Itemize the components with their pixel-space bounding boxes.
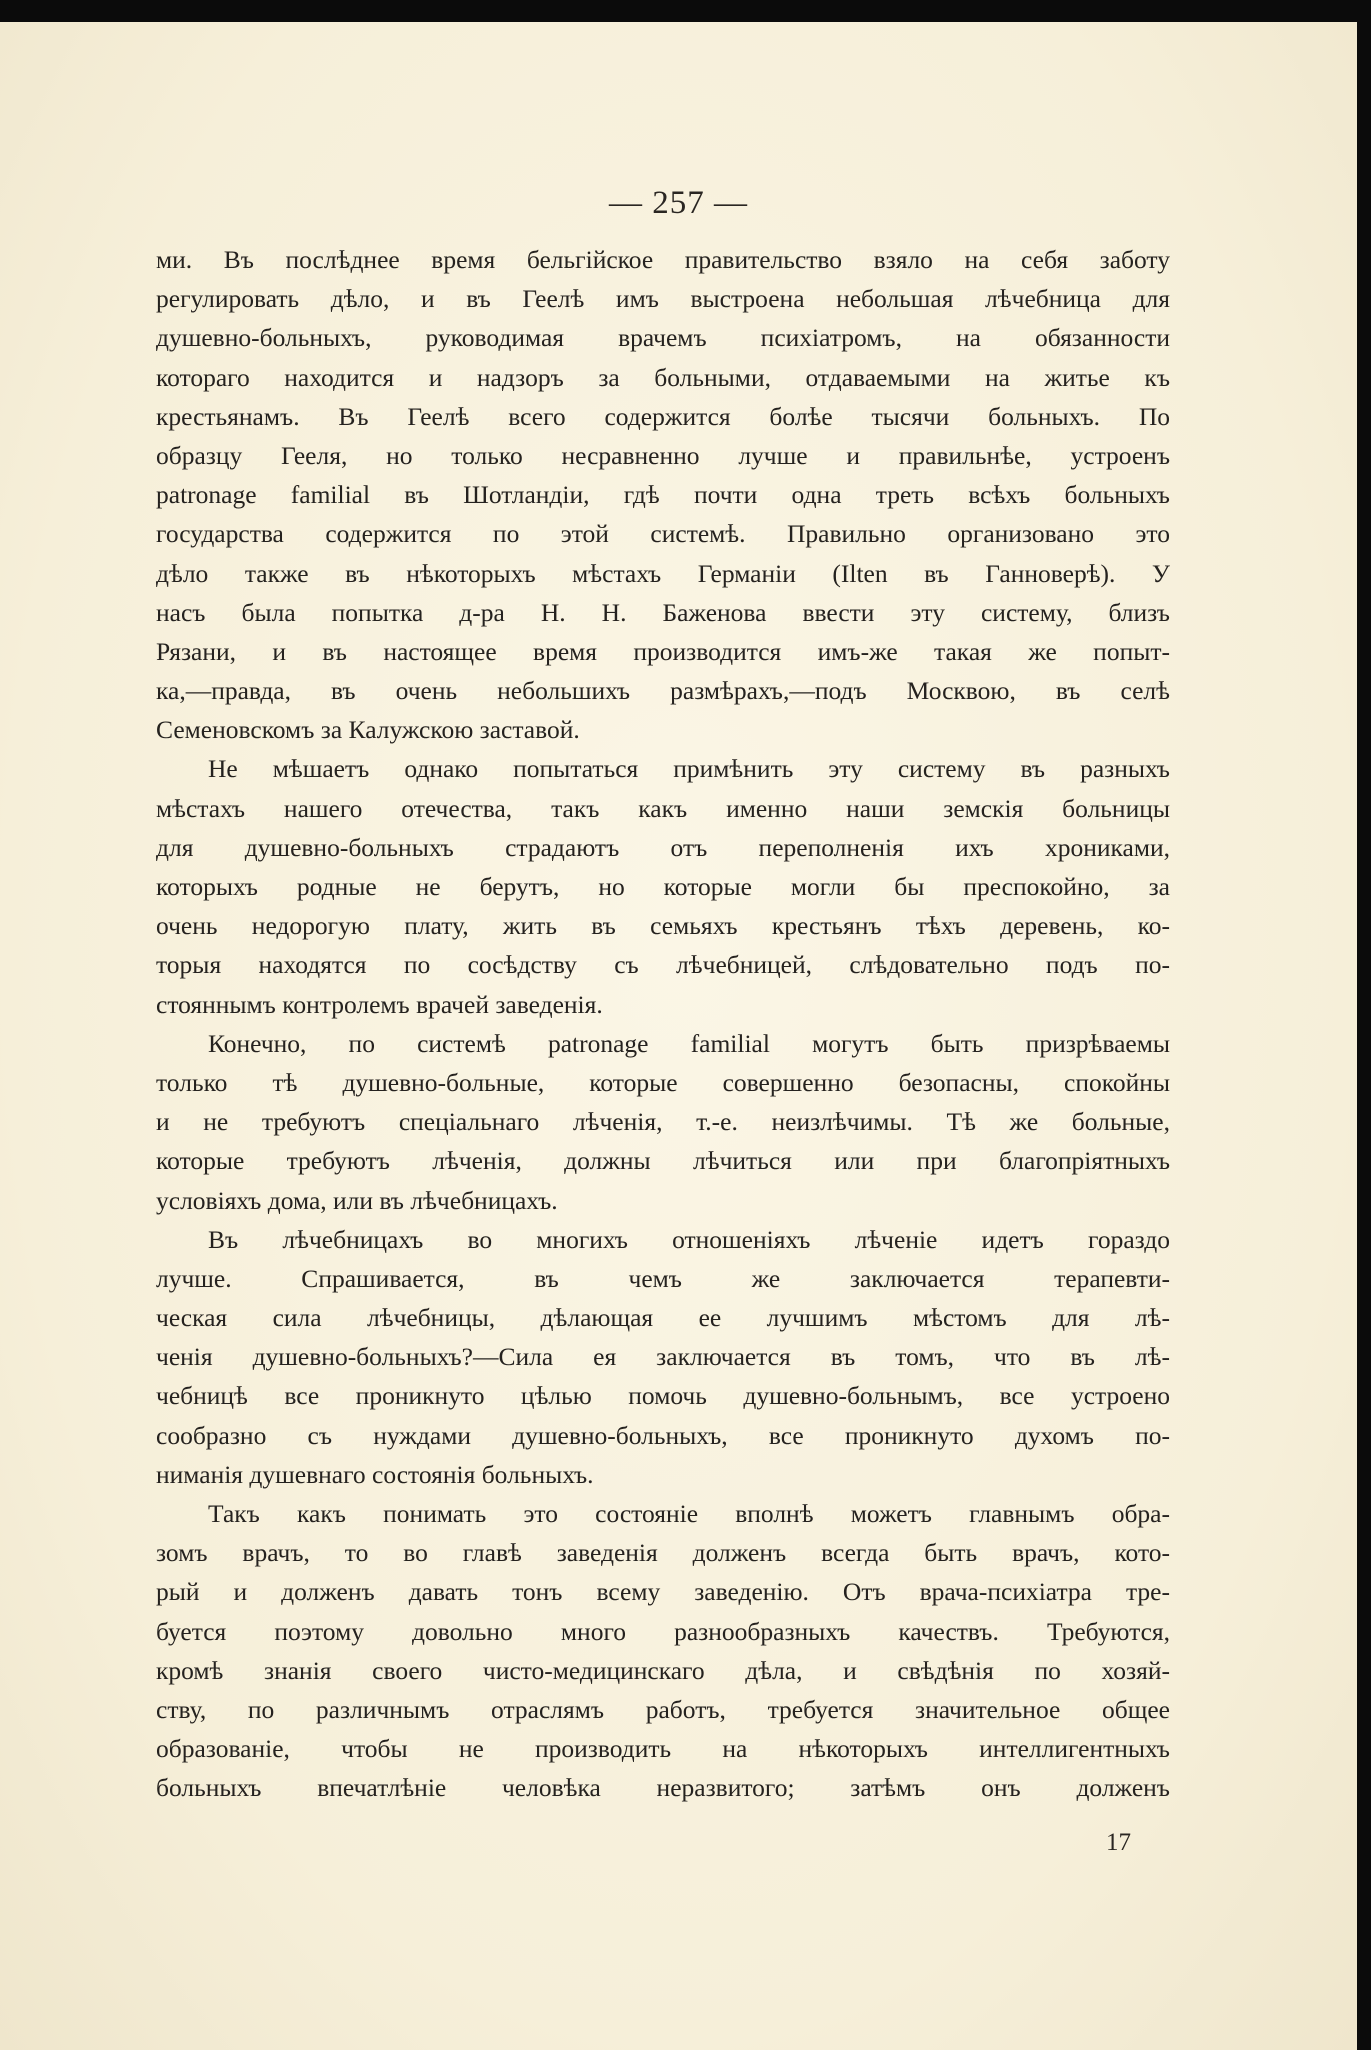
body-text [156, 240, 1170, 1808]
text-line: душевно-больныхъ, руководимая врачемъ психіатромъ, на обязанности [156, 323, 1170, 353]
text-line: государства содержится по этой системѣ. Правильно организовано это [156, 519, 1170, 549]
text-line: ству, по различнымъ отраслямъ работъ, требуется значительное общее [156, 1694, 1170, 1724]
text-line: Въ лѣчебницахъ во многихъ отношеніяхъ лѣченіе идетъ гораздо [208, 1224, 1170, 1254]
text-line: торыя находятся по сосѣдству съ лѣчебницей, слѣдовательно подъ по- [156, 950, 1170, 980]
text-line: больныхъ впечатлѣніе человѣка неразвитого; затѣмъ онъ долженъ [156, 1773, 1170, 1803]
text-line: Рязани, и въ настоящее время производится имъ-же такая же попыт- [156, 636, 1170, 666]
signature-number: 17 [1106, 1829, 1131, 1856]
scan-top-edge [0, 0, 1371, 22]
text-line: Семеновскомъ за Калужскою заставой. [156, 715, 580, 745]
text-line: стояннымъ контролемъ врачей заведенія. [156, 989, 603, 1019]
text-line: условіяхъ дома, или въ лѣчебницахъ. [156, 1185, 558, 1215]
text-line: которые требуютъ лѣченія, должны лѣчиться или при благопріятныхъ [156, 1146, 1170, 1176]
scan-right-edge [1357, 0, 1371, 2050]
text-line: буется поэтому довольно много разнообразныхъ качествъ. Требуются, [156, 1616, 1170, 1646]
text-line: ченія душевно-больныхъ?—Сила ея заключается въ томъ, что въ лѣ- [156, 1342, 1170, 1372]
text-line: дѣло также въ нѣкоторыхъ мѣстахъ Германіи (Ilten въ Ганноверѣ). У [156, 558, 1170, 588]
text-line: кромѣ знанія своего чисто-медицинскаго дѣла, и свѣдѣнія по хозяй- [156, 1655, 1170, 1685]
text-line: для душевно-больныхъ страдаютъ отъ переполненія ихъ хрониками, [156, 832, 1170, 862]
text-line: ка,—правда, въ очень небольшихъ размѣрахъ,—подъ Москвою, въ селѣ [156, 676, 1170, 706]
text-line: мѣстахъ нашего отечества, такъ какъ именно наши земскія больницы [156, 793, 1170, 823]
text-line: лучше. Спрашивается, въ чемъ же заключается терапевти- [156, 1263, 1170, 1293]
text-line: котораго находится и надзоръ за больными, отдаваемыми на житье къ [156, 362, 1170, 392]
text-line: Такъ какъ понимать это состояніе вполнѣ можетъ главнымъ обра- [208, 1499, 1170, 1528]
text-line: Конечно, по системѣ patronage familial могутъ быть призрѣваемы [208, 1028, 1170, 1058]
text-line: и не требуютъ спеціальнаго лѣченія, т.-е. неизлѣчимы. Тѣ же больные, [156, 1107, 1170, 1137]
page-header: — 257 — [609, 185, 748, 221]
text-line: ми. Въ послѣднее время бельгійское правительство взяло на себя заботу [156, 245, 1170, 274]
book-page [0, 22, 1357, 2050]
text-line: только тѣ душевно-больные, которые совершенно безопасны, спокойны [156, 1067, 1170, 1097]
text-line: зомъ врачъ, то во главѣ заведенія долженъ всегда быть врачъ, кото- [156, 1538, 1170, 1568]
text-line: крестьянамъ. Въ Геелѣ всего содержится болѣе тысячи больныхъ. По [156, 401, 1170, 431]
text-line: ческая сила лѣчебницы, дѣлающая ее лучшимъ мѣстомъ для лѣ- [156, 1303, 1170, 1333]
text-line: очень недорогую плату, жить въ семьяхъ крестьянъ тѣхъ деревень, ко- [156, 911, 1170, 941]
text-line: patronage familial въ Шотландіи, гдѣ почти одна треть всѣхъ больныхъ [156, 480, 1170, 510]
text-line: образцу Гееля, но только несравненно лучше и правильнѣе, устроенъ [156, 440, 1170, 470]
text-line: насъ была попытка д-ра Н. Н. Баженова ввести эту систему, близъ [156, 597, 1170, 627]
text-line: рый и долженъ давать тонъ всему заведенію. Отъ врача-психіатра тре- [156, 1577, 1170, 1607]
text-line: чебницѣ все проникнуто цѣлью помочь душевно-больнымъ, все устроено [156, 1381, 1170, 1411]
text-line: образованіе, чтобы не производить на нѣкоторыхъ интеллигентныхъ [156, 1734, 1170, 1764]
text-line: сообразно съ нуждами душевно-больныхъ, все проникнуто духомъ по- [156, 1420, 1170, 1450]
text-line: регулировать дѣло, и въ Геелѣ имъ выстроена небольшая лѣчебница для [156, 284, 1170, 314]
text-line: Не мѣшаетъ однако попытаться примѣнить эту систему въ разныхъ [208, 754, 1170, 784]
text-line: ниманія душевнаго состоянія больныхъ. [156, 1459, 594, 1489]
text-line: которыхъ родные не берутъ, но которые могли бы преспокойно, за [156, 872, 1170, 901]
